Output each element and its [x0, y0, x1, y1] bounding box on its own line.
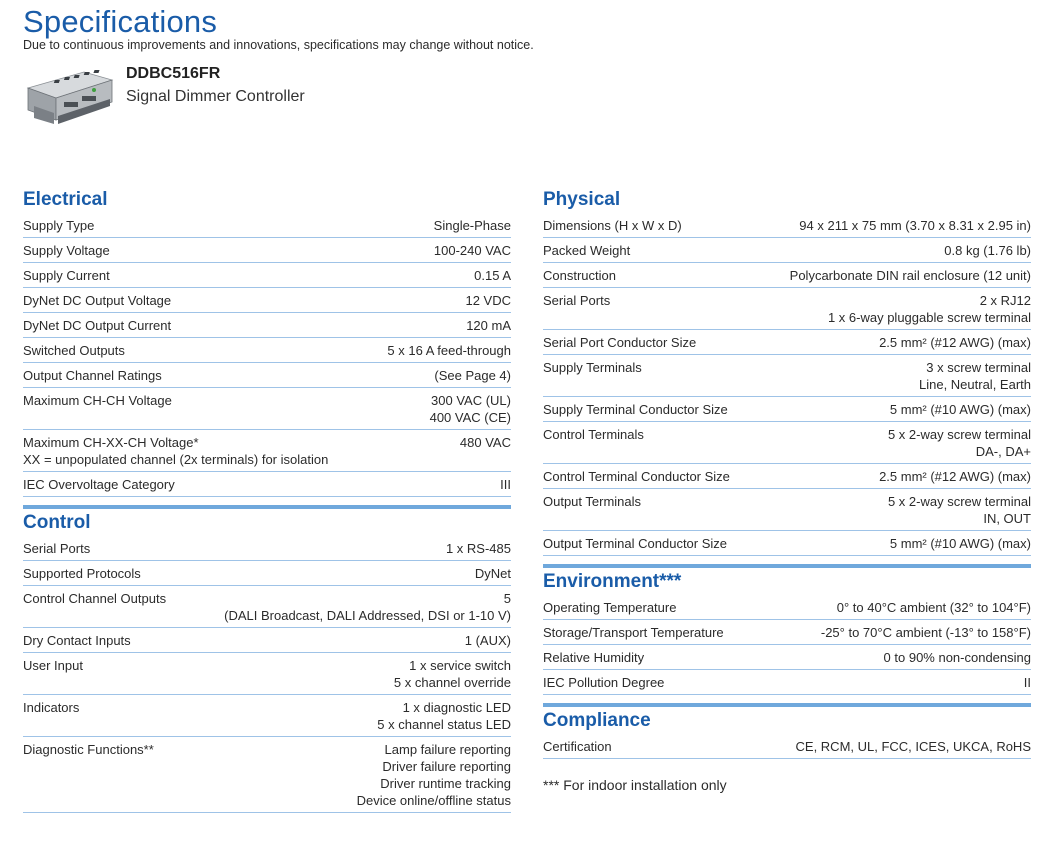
spec-label: Output Terminals — [543, 494, 642, 509]
spec-value: 1 (AUX) — [464, 633, 511, 648]
spec-row — [23, 628, 511, 653]
spec-value: -25° to 70°C ambient (-13° to 158°F) — [820, 625, 1031, 640]
spec-row — [23, 430, 511, 472]
spec-row — [543, 489, 1031, 531]
spec-label: Control Terminal Conductor Size — [543, 469, 730, 484]
spec-label: Output Terminal Conductor Size — [543, 536, 728, 551]
spec-value: Polycarbonate DIN rail enclosure (12 unit) — [789, 268, 1031, 283]
spec-value: 0.8 kg (1.76 lb) — [944, 243, 1031, 258]
spec-row — [543, 213, 1031, 238]
section-title: Compliance — [543, 710, 651, 731]
spec-label: Certification — [543, 739, 612, 754]
spec-row — [23, 313, 511, 338]
spec-value: 2.5 mm² (#12 AWG) (max) — [879, 335, 1031, 350]
page-subtitle: Due to continuous improvements and innovations, specifications may change without notice. — [23, 38, 534, 52]
spec-value: 5 mm² (#10 AWG) (max) — [889, 402, 1031, 417]
spec-label: Serial Ports — [23, 541, 91, 556]
spec-section — [543, 187, 1031, 556]
right-column — [543, 186, 1031, 793]
spec-row — [23, 388, 511, 430]
spec-label: Control Channel Outputs — [23, 591, 167, 606]
spec-label: Output Channel Ratings — [23, 368, 162, 383]
spec-value: II — [1023, 675, 1031, 690]
section-title: Electrical — [23, 189, 108, 210]
spec-value: 0° to 40°C ambient (32° to 104°F) — [836, 600, 1031, 615]
spec-section — [23, 187, 511, 497]
spec-label: IEC Pollution Degree — [543, 675, 665, 690]
spec-section — [543, 703, 1031, 759]
spec-row — [543, 397, 1031, 422]
spec-row — [543, 288, 1031, 330]
spec-label: DyNet DC Output Current — [23, 318, 172, 333]
spec-label: IEC Overvoltage Category — [23, 477, 175, 492]
spec-label: Dry Contact Inputs — [23, 633, 131, 648]
section-divider — [543, 703, 1031, 707]
spec-row — [23, 695, 511, 737]
spec-value: Lamp failure reporting Driver failure reporting Driver runtime tracking Device online/offline status — [356, 742, 511, 808]
spec-value: III — [500, 477, 511, 492]
spec-label: Relative Humidity — [543, 650, 645, 665]
spec-value: 1 x RS-485 — [445, 541, 511, 556]
spec-value: (See Page 4) — [434, 368, 511, 383]
section-title: Physical — [543, 189, 621, 210]
spec-value: 5 mm² (#10 AWG) (max) — [889, 536, 1031, 551]
spec-value: 5 x 16 A feed-through — [387, 343, 511, 358]
spec-label: Maximum CH-CH Voltage — [23, 393, 172, 408]
left-column — [23, 186, 511, 813]
spec-value: 2 x RJ12 1 x 6-way pluggable screw terminal — [827, 293, 1031, 325]
spec-row — [23, 263, 511, 288]
spec-row — [543, 422, 1031, 464]
spec-label: Maximum CH-XX-CH Voltage* XX = unpopulated channel (2x terminals) for isolation — [23, 435, 329, 467]
spec-value: 5 x 2-way screw terminal DA-, DA+ — [887, 427, 1031, 459]
spec-label: Operating Temperature — [543, 600, 677, 615]
spec-label: Supply Voltage — [23, 243, 110, 258]
spec-row — [543, 238, 1031, 263]
spec-row — [23, 363, 511, 388]
spec-label: Supply Current — [23, 268, 110, 283]
spec-label: Storage/Transport Temperature — [543, 625, 724, 640]
spec-row — [23, 238, 511, 263]
spec-label: Dimensions (H x W x D) — [543, 218, 682, 233]
spec-row — [23, 472, 511, 497]
spec-value: 300 VAC (UL) 400 VAC (CE) — [429, 393, 511, 425]
spec-value: 12 VDC — [465, 293, 511, 308]
spec-row — [543, 734, 1031, 759]
spec-row — [543, 670, 1031, 695]
spec-value: 1 x service switch 5 x channel override — [393, 658, 511, 690]
spec-row — [23, 536, 511, 561]
page-title: Specifications — [23, 4, 218, 39]
spec-value: 100-240 VAC — [433, 243, 511, 258]
spec-row — [543, 531, 1031, 556]
spec-label: Supply Terminal Conductor Size — [543, 402, 728, 417]
spec-label: User Input — [23, 658, 83, 673]
spec-row — [23, 288, 511, 313]
section-divider — [543, 564, 1031, 568]
section-divider — [23, 505, 511, 509]
spec-value: 480 VAC — [459, 435, 511, 450]
spec-row — [543, 355, 1031, 397]
spec-label: Construction — [543, 268, 616, 283]
spec-value: 0 to 90% non-condensing — [883, 650, 1031, 665]
footnote: *** For indoor installation only — [543, 777, 727, 793]
spec-label: Packed Weight — [543, 243, 631, 258]
product-image — [24, 66, 116, 128]
spec-section — [543, 564, 1031, 695]
spec-value: 5 (DALI Broadcast, DALI Addressed, DSI or 1-10 V) — [224, 591, 511, 623]
spec-row — [23, 213, 511, 238]
spec-section — [23, 505, 511, 813]
spec-label: DyNet DC Output Voltage — [23, 293, 172, 308]
product-description: Signal Dimmer Controller — [126, 88, 305, 105]
spec-value: DyNet — [474, 566, 511, 581]
spec-row — [23, 737, 511, 813]
spec-label: Serial Ports — [543, 293, 611, 308]
spec-label: Indicators — [23, 700, 80, 715]
section-title: Control — [23, 512, 91, 533]
spec-value: 120 mA — [466, 318, 511, 333]
spec-row — [23, 653, 511, 695]
product-model: DDBC516FR — [126, 65, 221, 82]
spec-label: Serial Port Conductor Size — [543, 335, 697, 350]
spec-row — [543, 645, 1031, 670]
spec-row — [23, 561, 511, 586]
spec-value: 1 x diagnostic LED 5 x channel status LED — [377, 700, 511, 732]
section-title: Environment*** — [543, 571, 682, 592]
spec-value: 0.15 A — [474, 268, 511, 283]
spec-value: Single-Phase — [433, 218, 511, 233]
spec-value: 94 x 211 x 75 mm (3.70 x 8.31 x 2.95 in) — [799, 218, 1031, 233]
spec-value: CE, RCM, UL, FCC, ICES, UKCA, RoHS — [795, 739, 1031, 754]
spec-label: Diagnostic Functions** — [23, 742, 154, 757]
spec-row — [23, 338, 511, 363]
spec-value: 2.5 mm² (#12 AWG) (max) — [879, 469, 1031, 484]
spec-label: Supply Type — [23, 218, 95, 233]
spec-row — [543, 595, 1031, 620]
spec-row — [543, 263, 1031, 288]
spec-value: 3 x screw terminal Line, Neutral, Earth — [918, 360, 1031, 392]
spec-label: Supply Terminals — [543, 360, 642, 375]
spec-row — [543, 330, 1031, 355]
spec-label: Supported Protocols — [23, 566, 141, 581]
spec-row — [23, 586, 511, 628]
spec-row — [543, 620, 1031, 645]
spec-label: Control Terminals — [543, 427, 644, 442]
spec-value: 5 x 2-way screw terminal IN, OUT — [887, 494, 1031, 526]
spec-row — [543, 464, 1031, 489]
spec-label: Switched Outputs — [23, 343, 125, 358]
